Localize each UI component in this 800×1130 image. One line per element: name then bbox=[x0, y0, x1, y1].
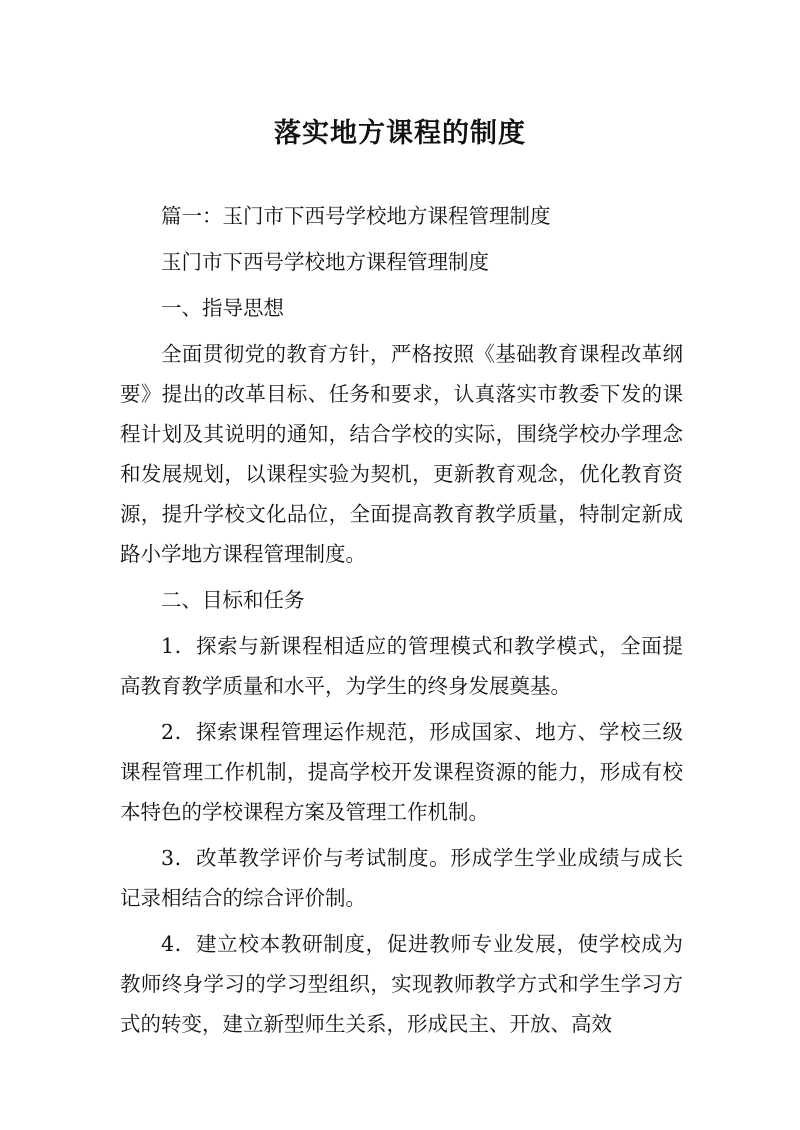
list-item-goal-3: 3．改革教学评价与考试制度。形成学生学业成绩与成长记录相结合的综合评价制。 bbox=[120, 846, 683, 910]
section-heading-guiding-ideology: 一、指导思想 bbox=[161, 296, 284, 320]
paragraph-guiding-ideology: 全面贯彻党的教育方针，严格按照《基础教育课程改革纲要》提出的改革目标、任务和要求，认真落实市教委下发的课程计划及其说明的通知，结合学校的实际，围绕学校办学理念和发展规划，以课程实验为契机，更新教育观念，优化教育资源，提升学校文化品位，全面提高教育教学质量，特制定新成路小学地方课程管理制度。 bbox=[120, 342, 683, 566]
list-item-goal-4: 4．建立校本教研制度，促进教师专业发展，使学校成为教师终身学习的学习型组织，实现教师教学方式和学生学习方式的转变，建立新型师生关系，形成民主、开放、高效 bbox=[120, 932, 683, 1036]
section-heading-article-one: 篇一：玉门市下西号学校地方课程管理制度 bbox=[161, 204, 551, 228]
list-item-goal-2: 2．探索课程管理运作规范，形成国家、地方、学校三级课程管理工作机制，提高学校开发课程资源的能力，形成有校本特色的学校课程方案及管理工作机制。 bbox=[120, 720, 683, 824]
list-item-goal-1: 1．探索与新课程相适应的管理模式和教学模式，全面提高教育教学质量和水平，为学生的终身发展奠基。 bbox=[120, 634, 683, 698]
document-subtitle: 玉门市下西号学校地方课程管理制度 bbox=[161, 250, 489, 274]
section-heading-goals-tasks: 二、目标和任务 bbox=[161, 588, 305, 612]
document-title: 落实地方课程的制度 bbox=[274, 118, 526, 150]
document-body bbox=[120, 196, 683, 1050]
